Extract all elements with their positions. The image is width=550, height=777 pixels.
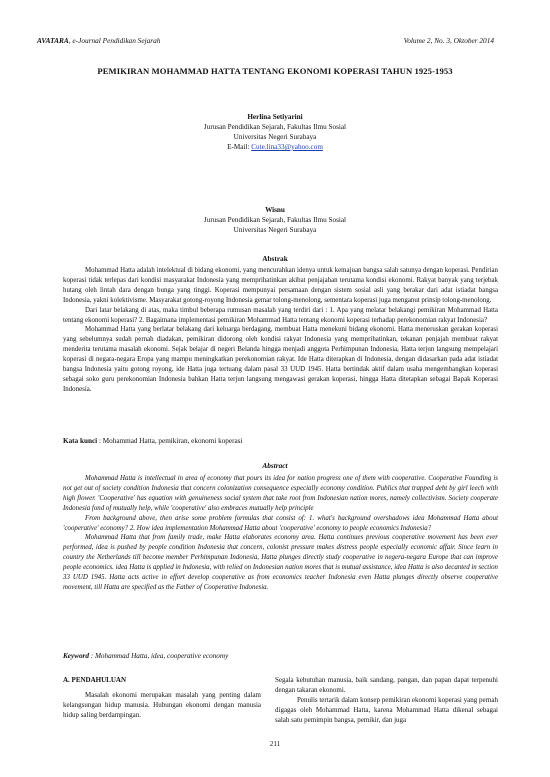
abstract-body bbox=[63, 474, 498, 593]
body-paragraph: Masalah ekonomi merupakan masalah yang penting dalam kelangsungan hidup manusia. Hubungan ekonomi dengan manusia hidup saling berdampingan. bbox=[63, 691, 261, 719]
abstract-heading: Abstract bbox=[262, 461, 288, 470]
kata-kunci-value: : Mohammad Hatta, pemikiran, ekonomi koperasi bbox=[97, 437, 243, 445]
kata-kunci-label: Kata kunci bbox=[63, 437, 98, 445]
keyword-line bbox=[63, 652, 498, 662]
abstract-paragraph: Mohammad Hatta is intellectual in area of economy that pours its idea for nation progress one of them with cooperative. Cooperative Founding is not get out of society condition Indonesia that concern colonization consequence especially economy condition. Publics that trapped debt by girl leech with high flower. 'Cooperative' has equation with genuineness social system that take root from Indonesian nation mores, namely collectivism. Society cooperate Indonesia fond of mutually help, while 'cooperative' also embraces mutually help principle bbox=[63, 475, 498, 512]
abstract-paragraph: Mohammad Hatta that from family trade, make Hatta elaborates economy area. Hatta continues previous cooperative movement has been ever performed, idea is pushed by people condition Indonesia that concern, colonist pressure makes distress people especially economic affair. Since learn in country the Netherlands till become member Perhimpunan Indonesia, Hatta plunges directly study cooperative in negera-negara Europe that can improve people economics. idea Hatta is applied in Indonesia, with relied on Indonesian nation mores that is mutual assistance, idea Hatta is also decanted in section 33 UUD 1945. Hatta acts active in effort develop cooperative as from economics teacher Indonesia even Hatta plunges directly observe cooperative movement, till Hatta are specified as the Father of Cooperative Indonesia. bbox=[63, 534, 498, 591]
email-label: E-Mail: bbox=[227, 143, 252, 151]
body-paragraph: Segala kebutuhan manusia, baik sandang, pangan, dan papan dapat terpenuhi dengan takaran ekonomi. bbox=[275, 676, 498, 694]
kata-kunci bbox=[63, 437, 498, 447]
abstrak-heading: Abstrak bbox=[262, 254, 288, 263]
author-affiliation: Jurusan Pendidikan Sejarah, Fakultas Ilmu Sosial bbox=[203, 123, 347, 131]
journal-name bbox=[37, 36, 160, 45]
keyword-value: : Mohammad Hatta, idea, cooperative economy bbox=[88, 652, 229, 660]
author-email-line bbox=[0, 142, 550, 152]
journal-name-rest: , e-Journal Pendidikan Sejarah bbox=[68, 36, 161, 45]
abstrak-paragraph: Mohammad Hatta yang berlatar belakang dari keluarga berdagang, membuat Hatta menekuni bidang ekonomi. Hatta meneruskan gerakan koperasi yang sebelumnya sudah pernah diadakan, pemikiran didorong oleh kondisi rakyat Indonesia yang memprihatinkan, tekanan penjajah membuat rakyat menderita terutama masalah ekonomi. Sejak belajar di negeri Belanda hingga menjadi anggota Perhimpunan Indonesia, Hatta terjun langsung mempelajari koperasi di negara-negara Eropa yang mampu meningkatkan perekonomian rakyat. Ide Hatta diterapkan di Indonesia, dengan didasarkan pada adat istiadat bangsa Indonesia yaitu gotong royong, ide Hatta juga tertuang dalam pasal 33 UUD 1945. Hatta bertindak aktif dalam usaha mengembangkan koperasi sebagai soko guru perekonomian Indonesia bahkan Hatta terjun langsung mengawasi gerakan koperasi, hingga Hatta ditetapkan sebagai Bapak Koperasi Indonesia. bbox=[63, 326, 498, 393]
abstrak-paragraph: Mohammad Hatta adalah intelektual di bidang ekonomi, yang mencurahkan idenya untuk kemajuan bangsa salah satunya dengan koperasi. Pendirian koperasi tidak terlepas dari kondisi masyarakat Indonesia yang memprihatinkan akibat penjajahan terutama kondisi ekonomi. Rakyat banyak yang terjebak hutang oleh lintah dara dengan bunga yang tinggi. Koperasi mempunyai persamaan dengan sistem sosial asli yang berakar dari adat istiadat bangsa Indonesia, yakni kolektivisme. Masyarakat gotong-royong Indonesia gemar tolong-menolong, sementara koperasi juga menganut prinsip tolong-menolong. bbox=[63, 267, 498, 304]
page-number: 211 bbox=[269, 740, 281, 748]
left-column bbox=[63, 675, 261, 720]
author-name: Wisnu bbox=[265, 206, 285, 214]
body-paragraph: Penulis tertarik dalam konsep pemikiran ekonomi koperasi yang pernah digagas oleh Mohammad Hatta, karena Mohammad Hatta dikenal sebagai salah satu pemimpin bangsa, pemikir, dan juga bbox=[275, 696, 499, 724]
abstrak-paragraph: Dari latar belakang di atas, maka timbul beberapa rumusan masalah yang terdiri dari : 1. Apa yang melatar belakangi pemikiran Mohammad Hatta tentang ekonomi koperasi? 2. Bagaimana implementasi pemikiran Mohammad Hatta tentang ekonomi koperasi terhadap perekonomian rakyat Indonesia? bbox=[63, 306, 498, 324]
journal-issue: Volume 2, No. 3, Oktober 2014 bbox=[403, 36, 494, 45]
author-block-2 bbox=[0, 205, 550, 235]
right-column bbox=[275, 675, 498, 725]
author-name: Herlina Setiyarini bbox=[247, 113, 303, 121]
author-block-1 bbox=[0, 112, 550, 152]
running-header bbox=[37, 36, 494, 45]
author-university: Universitas Negeri Surabaya bbox=[233, 133, 317, 141]
journal-name-abbr: AVATARA bbox=[37, 36, 69, 45]
abstract-paragraph: From background above, then arise some problem formulas that consist of: 1. what's background overshadows idea Mohammad Hatta about 'cooperative' economy? 2. How idea implementation Mohammad Hatta about 'cooperative' economy to people economics Indonesia? bbox=[63, 514, 498, 532]
section-heading: A. PENDAHULUAN bbox=[63, 676, 126, 684]
email-link[interactable]: Cute.lina33@yahoo.com bbox=[251, 143, 323, 151]
abstrak-body bbox=[63, 266, 498, 395]
author-university: Universitas Negeri Surabaya bbox=[233, 226, 317, 234]
author-affiliation: Jurusan Pendidikan Sejarah, Fakultas Ilmu Sosial bbox=[203, 216, 347, 224]
paper-title: PEMIKIRAN MOHAMMAD HATTA TENTANG EKONOMI KOPERASI TAHUN 1925-1953 bbox=[97, 66, 453, 76]
keyword-label: Keyword bbox=[63, 652, 89, 660]
